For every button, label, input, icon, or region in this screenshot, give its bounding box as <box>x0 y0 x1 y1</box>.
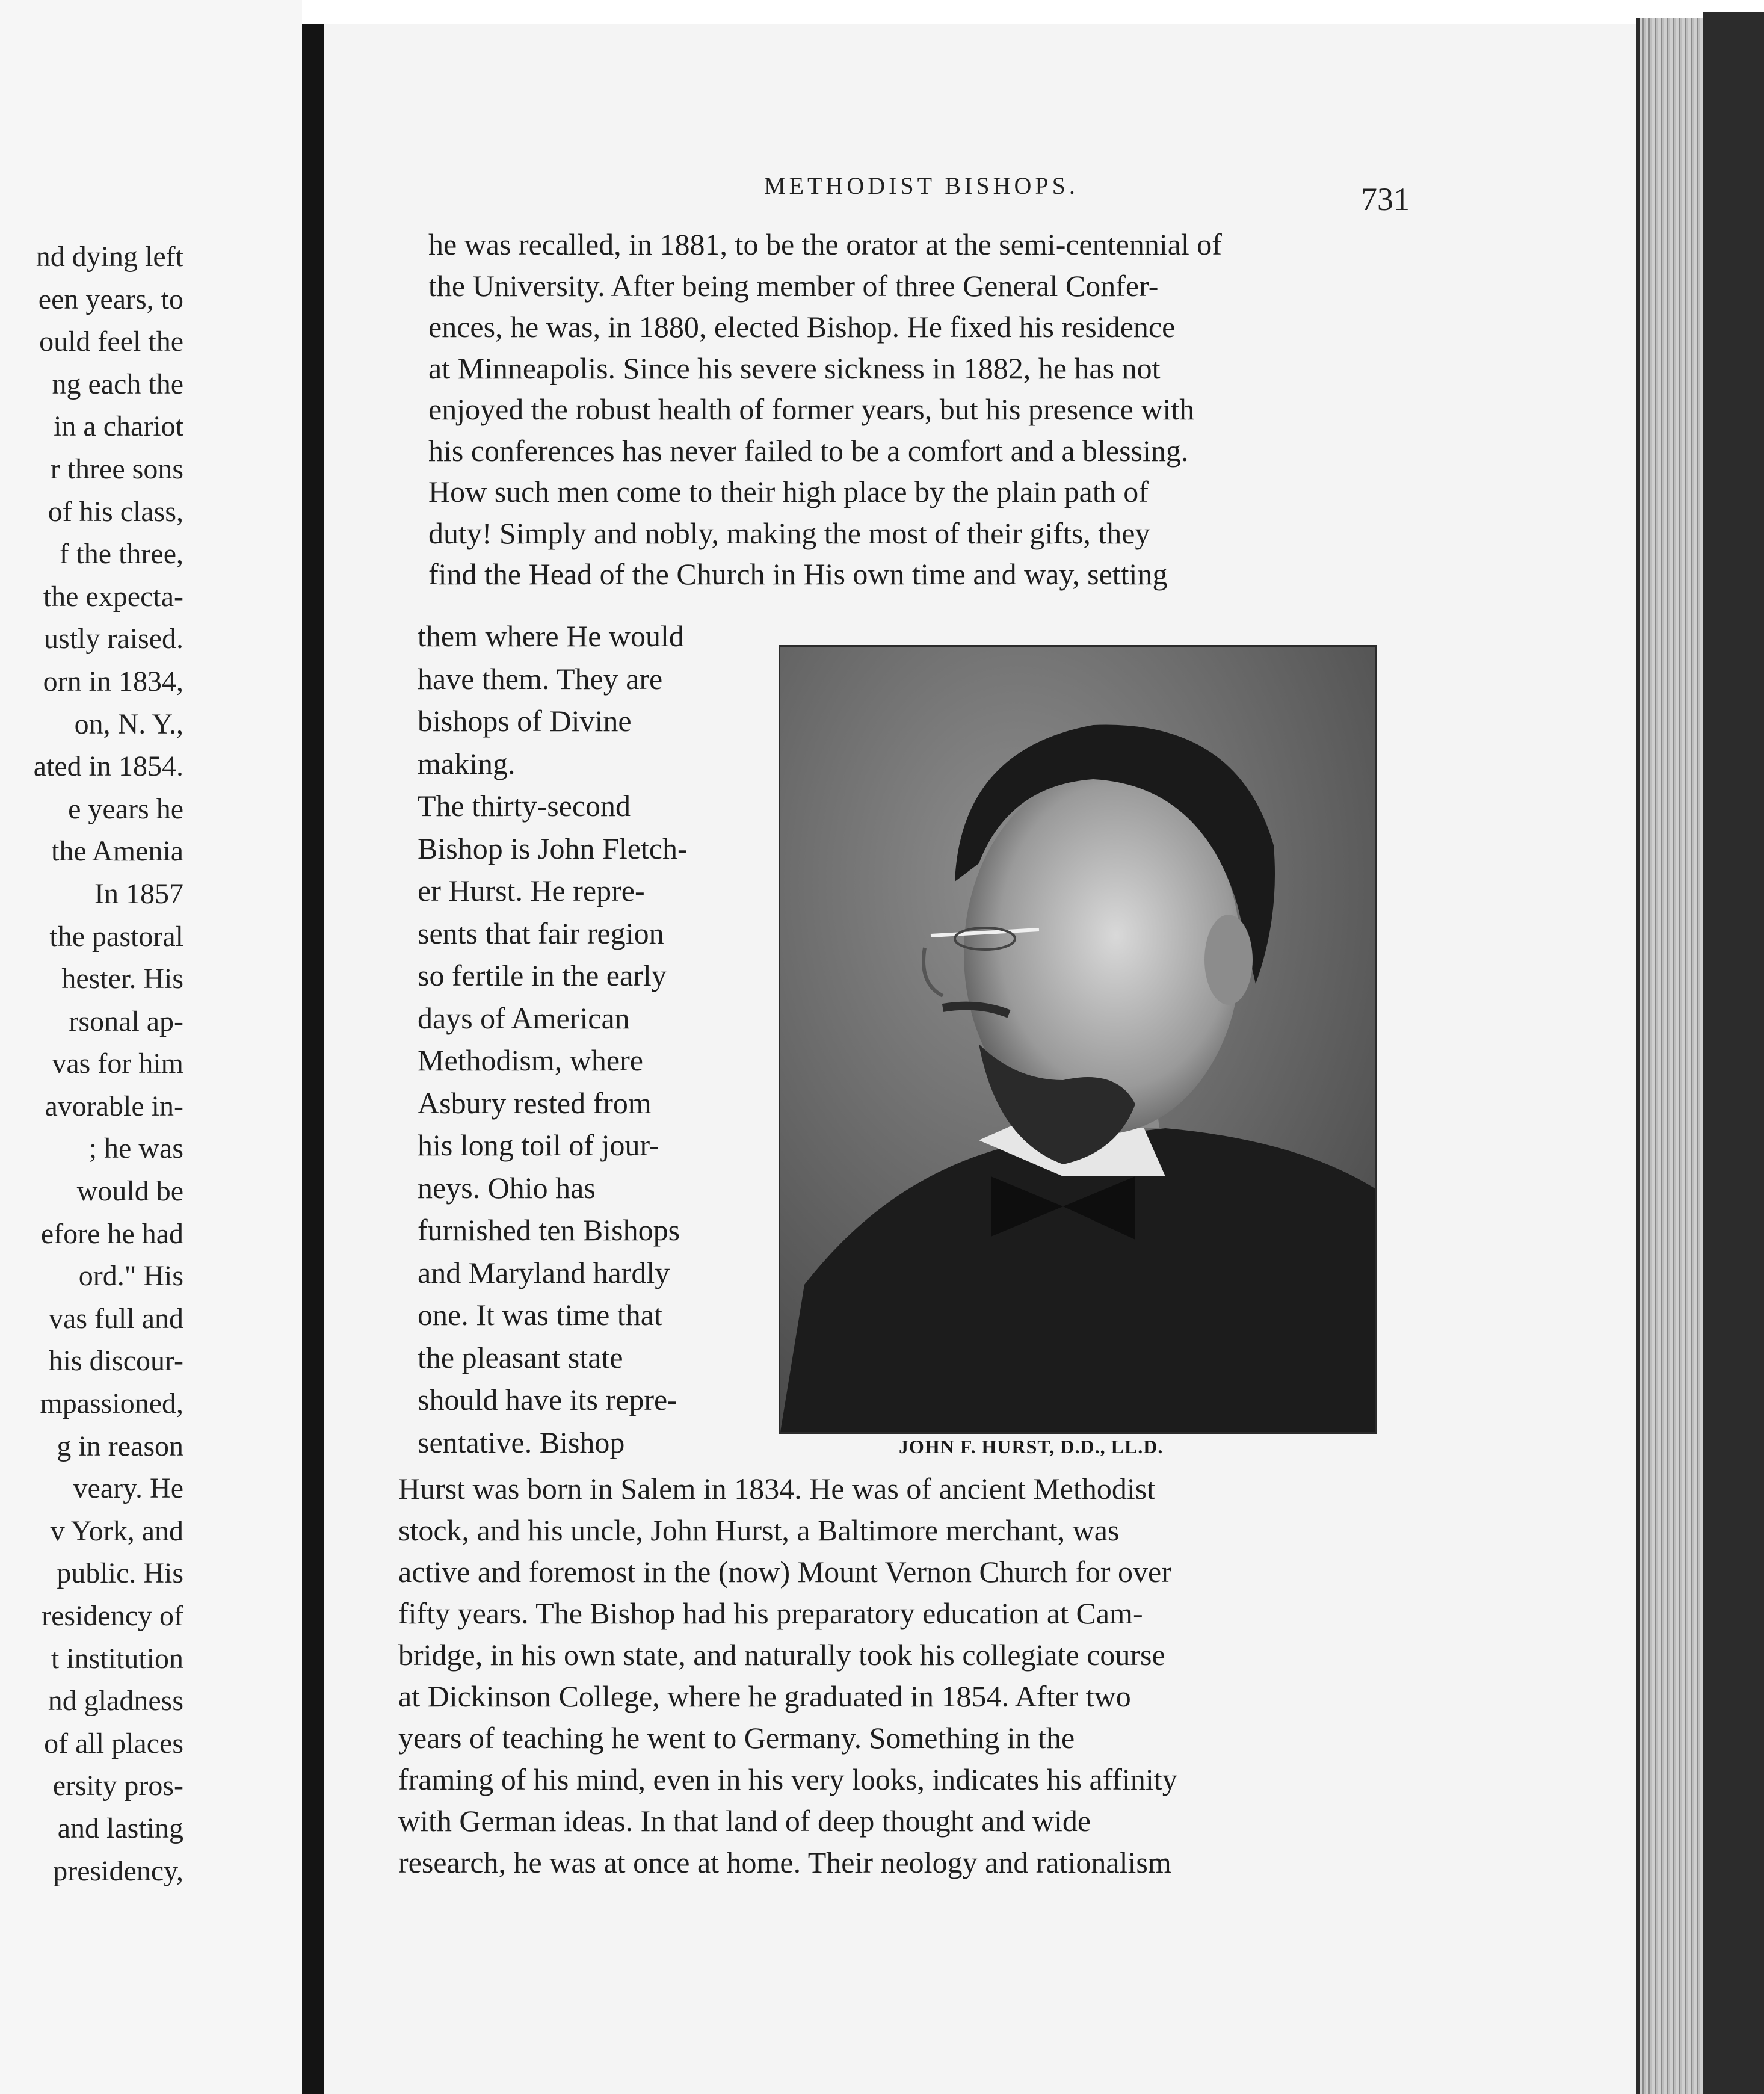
text-line: ences, he was, in 1880, elected Bishop. He fixed his residence <box>428 310 1176 344</box>
text-line: research, he was at once at home. Their neology and rationalism <box>398 1845 1171 1879</box>
left-page-line: v York, and <box>50 1515 183 1547</box>
text-line: fifty years. The Bishop had his preparatory education at Cam- <box>398 1596 1143 1630</box>
left-page-line: of his class, <box>48 495 183 528</box>
left-page-line: veary. He <box>73 1472 183 1505</box>
body-text-narrow-column <box>418 615 688 1463</box>
text-line: er Hurst. He repre- <box>418 874 645 907</box>
left-page-line: In 1857 <box>94 877 183 910</box>
text-line: them where He would <box>418 619 684 653</box>
left-page-line: r three sons <box>50 452 183 485</box>
left-page-line: the pastoral <box>49 920 183 953</box>
left-page-line: een years, to <box>38 283 183 315</box>
left-page-line: ord." His <box>78 1260 183 1293</box>
left-page-line: of all places <box>44 1727 183 1759</box>
text-line: his long toil of jour- <box>418 1128 659 1162</box>
portrait-caption: JOHN F. HURST, D.D., LL.D. <box>899 1436 1164 1457</box>
text-line: sentative. Bishop <box>418 1425 625 1459</box>
text-line: The thirty-second <box>418 789 631 823</box>
left-page-line: t institution <box>51 1642 183 1675</box>
text-line: Asbury rested from <box>418 1086 652 1120</box>
text-line: with German ideas. In that land of deep thought and wide <box>398 1804 1091 1838</box>
left-page-line: nd gladness <box>48 1685 183 1717</box>
left-page-line: avorable in- <box>45 1090 183 1122</box>
left-page-line: ated in 1854. <box>33 750 183 783</box>
text-line: How such men come to their high place by the plain path of <box>428 475 1149 508</box>
text-line: neys. Ohio has <box>418 1170 596 1205</box>
text-line: Hurst was born in Salem in 1834. He was of ancient Methodist <box>398 1472 1156 1506</box>
text-line: active and foremost in the (now) Mount Vernon Church for over <box>398 1555 1171 1589</box>
book-gutter <box>302 24 324 2094</box>
body-text-top <box>428 224 1222 595</box>
left-page-line: g in reason <box>57 1430 183 1462</box>
text-line: at Dickinson College, where he graduated in 1854. After two <box>398 1679 1131 1713</box>
left-page-line: in a chariot <box>54 410 183 443</box>
left-page-line: vas for him <box>52 1048 183 1080</box>
text-line: bridge, in his own state, and naturally took his collegiate course <box>398 1638 1165 1672</box>
left-page-line: ustly raised. <box>44 623 183 655</box>
left-page-line: mpassioned, <box>40 1388 183 1420</box>
left-page-line: his discour- <box>48 1345 183 1377</box>
left-page-line: hester. His <box>61 963 183 995</box>
text-line: enjoyed the robust health of former years, but his presence with <box>428 392 1195 426</box>
left-page-line: public. His <box>57 1557 183 1590</box>
left-page-text <box>0 236 183 1892</box>
left-page-line: orn in 1834, <box>43 665 183 697</box>
left-page-line: vas full and <box>49 1302 183 1335</box>
text-line: making. <box>418 746 516 780</box>
left-page-line: residency of <box>42 1600 183 1632</box>
text-line: bishops of Divine <box>418 704 632 738</box>
text-line: the pleasant state <box>418 1340 623 1374</box>
left-page-line: ng each the <box>52 368 183 400</box>
left-page-line: and lasting <box>57 1812 183 1844</box>
text-line: framing of his mind, even in his very looks, indicates his affinity <box>398 1762 1177 1796</box>
text-line: Methodism, where <box>418 1043 643 1077</box>
left-page-line: presidency, <box>53 1855 183 1887</box>
left-page-line: f the three, <box>59 538 183 570</box>
text-line: have them. They are <box>418 661 663 696</box>
body-text-bottom <box>398 1468 1177 1883</box>
left-page-line: ould feel the <box>39 326 183 358</box>
running-head: METHODIST BISHOPS. <box>764 172 1079 199</box>
left-page-line: nd dying left <box>35 241 183 273</box>
text-line: should have its repre- <box>418 1383 677 1416</box>
text-line: his conferences has never failed to be a comfort and a blessing. <box>428 433 1189 468</box>
text-line: one. It was time that <box>418 1298 662 1332</box>
text-line: and Maryland hardly <box>418 1255 670 1289</box>
left-page-line: efore he had <box>40 1217 183 1250</box>
left-page-line: the expecta- <box>43 580 183 613</box>
left-page-line: ersity pros- <box>52 1770 183 1802</box>
left-page-line: rsonal ap- <box>69 1005 183 1037</box>
text-line: so fertile in the early <box>418 959 667 992</box>
text-line: find the Head of the Church in His own time and way, setting <box>428 557 1168 591</box>
portrait-photo <box>779 645 1377 1434</box>
text-line: years of teaching he went to Germany. Something in the <box>398 1721 1075 1755</box>
text-line: he was recalled, in 1881, to be the orator at the semi-centennial of <box>428 227 1222 261</box>
text-line: Bishop is John Fletch- <box>418 831 688 865</box>
text-line: at Minneapolis. Since his severe sickness in 1882, he has not <box>428 351 1161 385</box>
text-line: sents that fair region <box>418 916 664 950</box>
text-line: the University. After being member of three General Confer- <box>428 268 1159 303</box>
text-line: duty! Simply and nobly, making the most of their gifts, they <box>428 516 1150 550</box>
book-cover-edge <box>1703 12 1764 2094</box>
page-number: 731 <box>1361 181 1410 217</box>
left-page-line: the Amenia <box>51 835 183 868</box>
text-line: stock, and his uncle, John Hurst, a Baltimore merchant, was <box>398 1513 1120 1547</box>
left-page-line: ; he was <box>88 1132 183 1165</box>
text-line: days of American <box>418 1001 630 1035</box>
left-page <box>0 0 302 2094</box>
text-line: furnished ten Bishops <box>418 1213 680 1247</box>
left-page-line: e years he <box>68 792 183 825</box>
left-page-line: would be <box>76 1175 183 1208</box>
left-page-line: on, N. Y., <box>74 708 183 740</box>
